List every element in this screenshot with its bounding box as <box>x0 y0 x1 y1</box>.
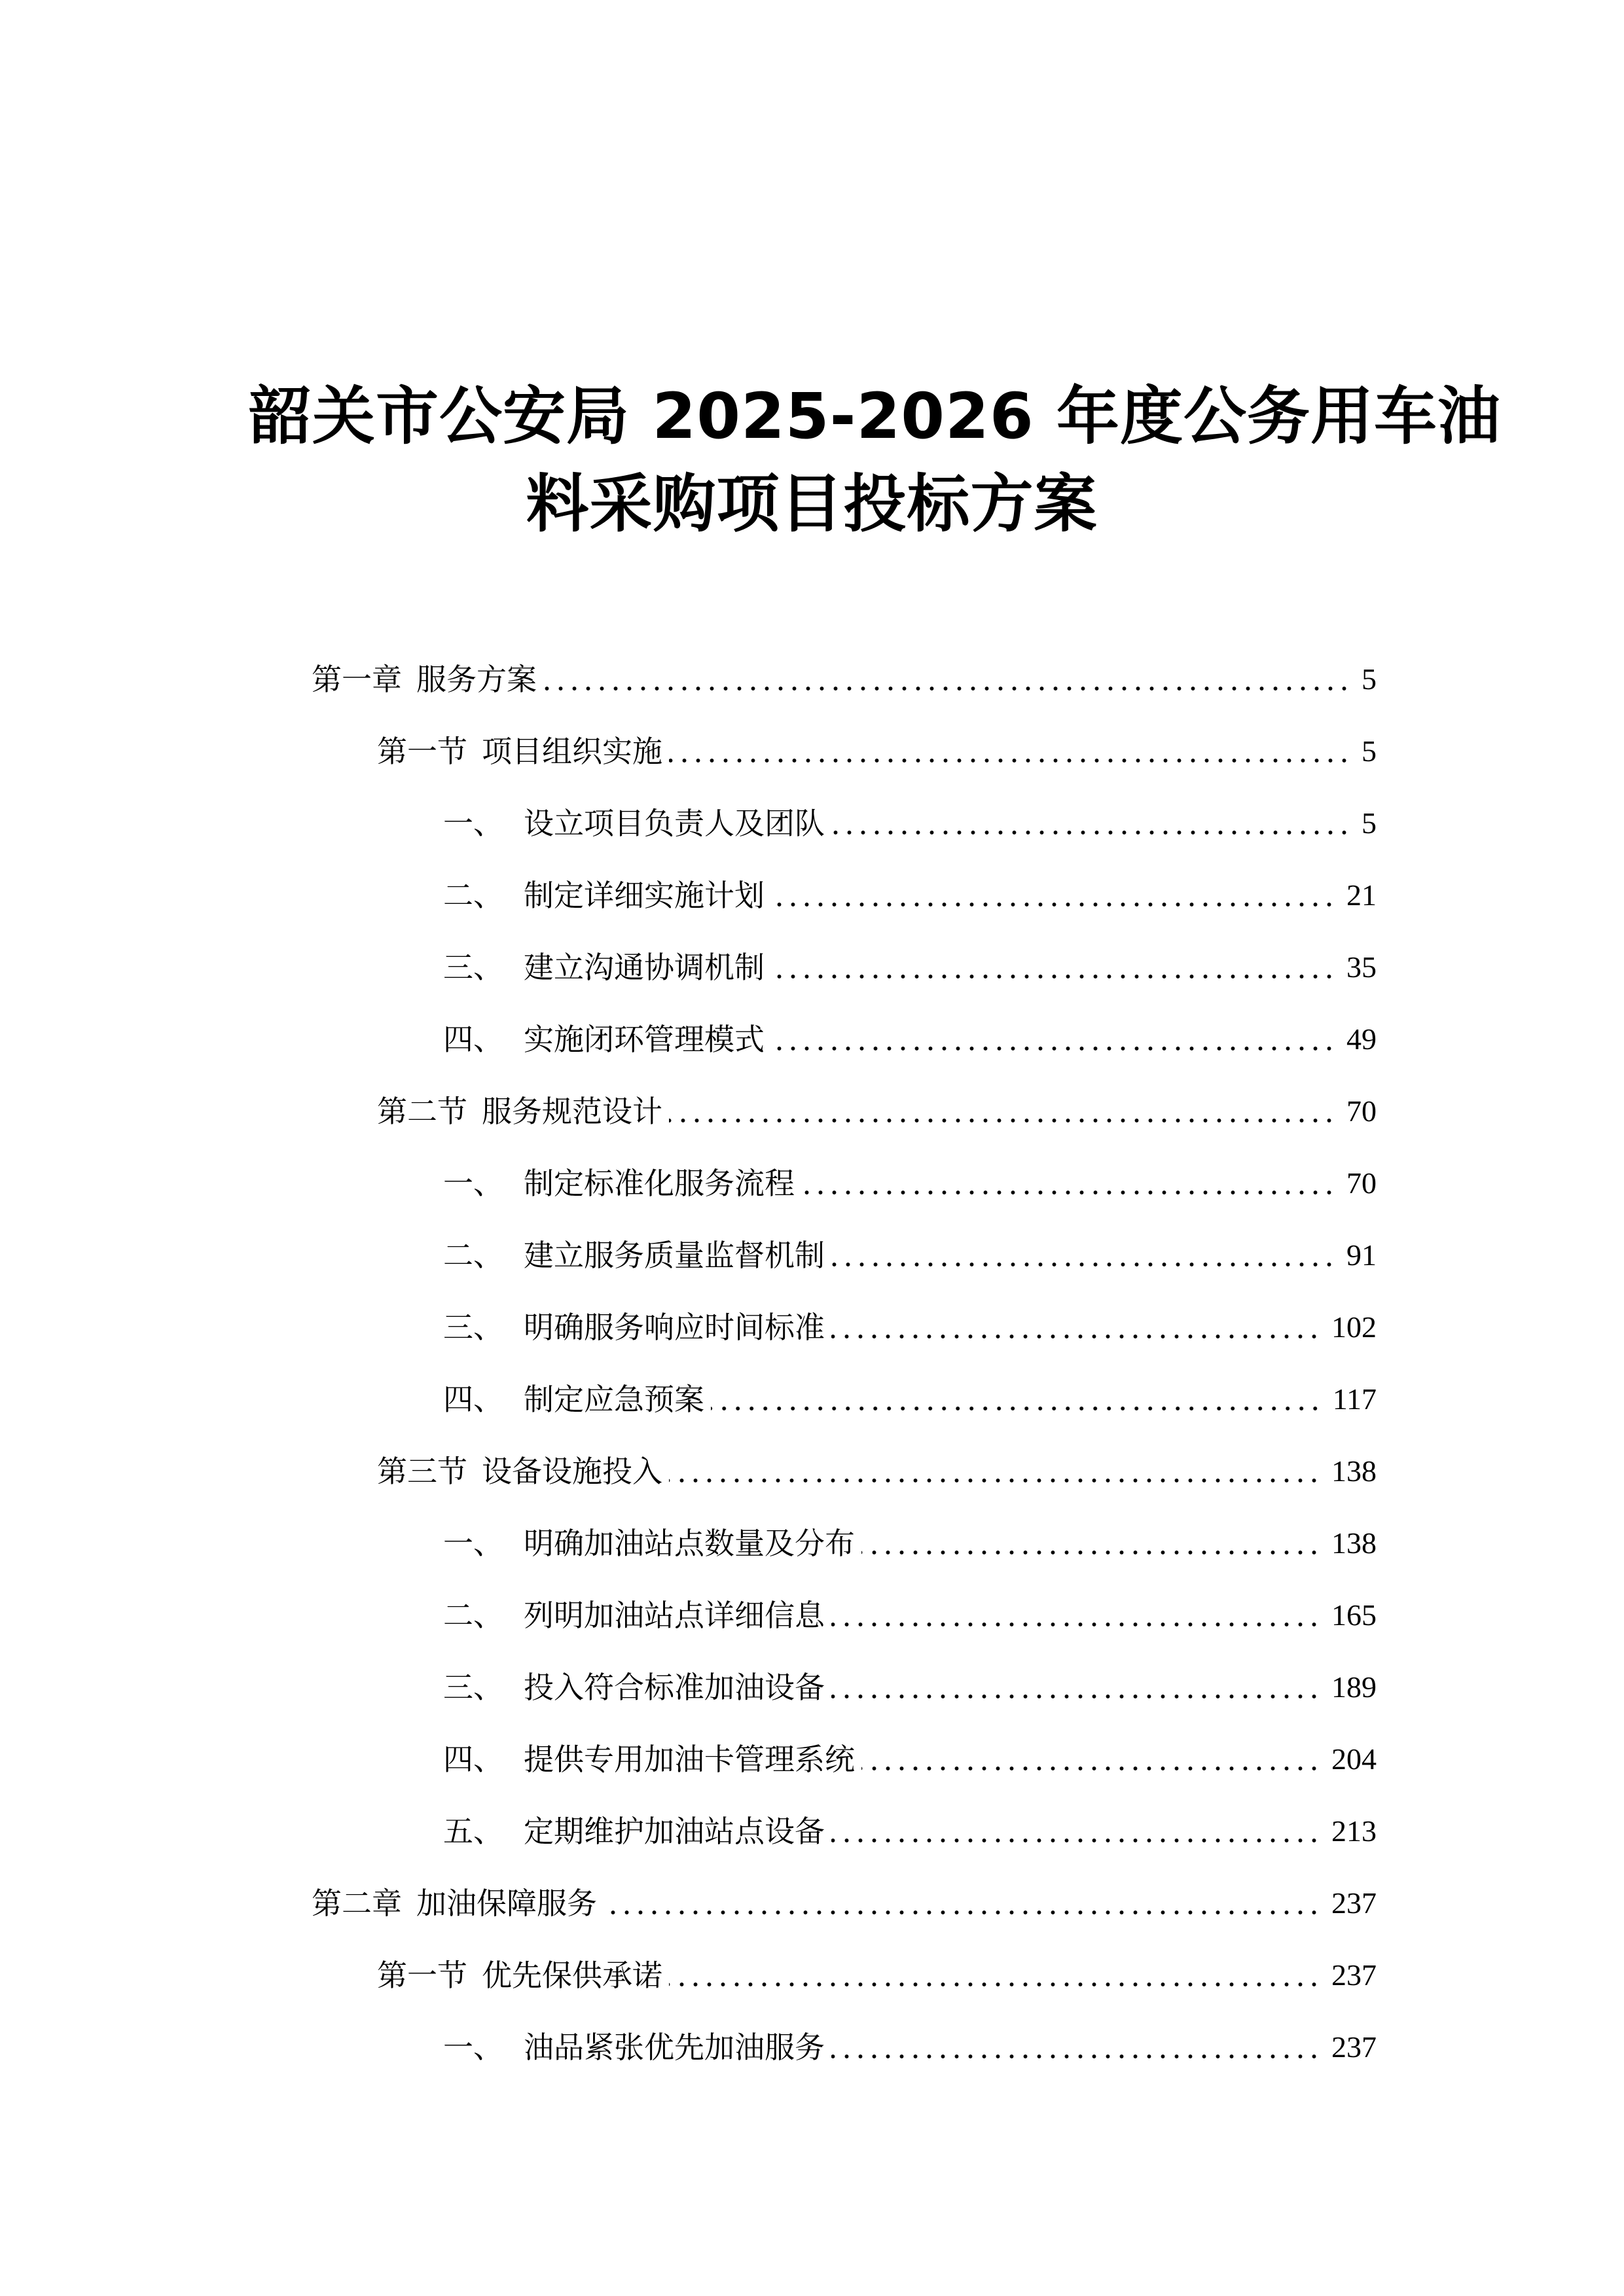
toc-entry-number: 一、 <box>443 1166 503 1201</box>
toc-entry-page: 5 <box>1362 662 1377 696</box>
dot-leader <box>861 1522 1321 1564</box>
toc-entry-page: 213 <box>1331 1814 1377 1848</box>
toc-entry-page: 189 <box>1331 1670 1377 1704</box>
toc-entry-label: 优先保供承诺 <box>482 1958 662 1993</box>
toc-entry-page: 138 <box>1331 1454 1377 1488</box>
dot-leader <box>831 1594 1321 1636</box>
toc-entry-label: 投入符合标准加油设备 <box>524 1670 825 1705</box>
toc-entry-page: 204 <box>1331 1742 1377 1776</box>
toc-entry-number: 一、 <box>443 2030 503 2065</box>
toc-entry-page: 70 <box>1346 1094 1377 1128</box>
title-line-1: 韶关市公安局 2025-2026 年度公务用车油 <box>249 380 1502 454</box>
toc-entry-page: 5 <box>1362 806 1377 840</box>
dot-leader <box>711 1378 1322 1420</box>
toc-entry-item[interactable] <box>443 1368 1377 1420</box>
toc-entry-item[interactable] <box>443 792 1377 844</box>
dot-leader <box>771 946 1336 988</box>
toc-entry-item[interactable] <box>443 1008 1377 1060</box>
toc-entry-label: 提供专用加油卡管理系统 <box>524 1742 855 1777</box>
toc-entry-item[interactable] <box>443 1800 1377 1852</box>
toc-entry-number: 三、 <box>443 950 503 985</box>
toc-entry-section[interactable] <box>377 720 1377 772</box>
toc-entry-label: 实施闭环管理模式 <box>524 1022 765 1057</box>
dot-leader <box>604 1882 1321 1924</box>
toc-entry-page: 117 <box>1332 1382 1377 1416</box>
toc-entry-page: 237 <box>1331 2030 1377 2064</box>
toc-entry-number: 第一章 <box>312 662 402 697</box>
toc-entry-number: 第一节 <box>377 734 467 769</box>
toc-entry-label: 制定标准化服务流程 <box>524 1166 795 1201</box>
toc-entry-number: 第一节 <box>377 1958 467 1993</box>
dot-leader <box>801 1162 1336 1204</box>
toc-entry-page: 138 <box>1331 1526 1377 1560</box>
dot-leader <box>831 1666 1321 1708</box>
toc-entry-label: 项目组织实施 <box>482 734 662 769</box>
toc-entry-number: 第三节 <box>377 1454 467 1489</box>
title-line-2: 料采购项目投标方案 <box>526 467 1098 541</box>
toc-entry-item[interactable] <box>443 1152 1377 1204</box>
toc-entry-number: 二、 <box>443 1238 503 1273</box>
toc-entry-label: 列明加油站点详细信息 <box>524 1598 825 1633</box>
toc-entry-label: 明确加油站点数量及分布 <box>524 1526 855 1561</box>
dot-leader <box>669 1450 1321 1492</box>
toc-entry-page: 165 <box>1331 1598 1377 1632</box>
toc-entry-page: 70 <box>1346 1166 1377 1200</box>
dot-leader <box>861 1738 1321 1780</box>
toc-entry-number: 四、 <box>443 1742 503 1777</box>
toc-entry-label: 制定应急预案 <box>524 1382 704 1417</box>
toc-entry-number: 三、 <box>443 1670 503 1705</box>
toc-entry-item[interactable] <box>443 1512 1377 1564</box>
toc-entry-number: 五、 <box>443 1814 503 1849</box>
toc-entry-label: 服务规范设计 <box>482 1094 662 1129</box>
dot-leader <box>831 802 1351 844</box>
toc-entry-label: 服务方案 <box>416 662 537 697</box>
dot-leader <box>831 1810 1321 1852</box>
dot-leader <box>543 658 1351 700</box>
toc-entry-number: 第二章 <box>312 1886 402 1921</box>
toc-entry-label: 明确服务响应时间标准 <box>524 1310 825 1345</box>
toc-entry-item[interactable] <box>443 936 1377 988</box>
toc-entry-label: 油品紧张优先加油服务 <box>524 2030 825 2065</box>
toc-entry-number: 一、 <box>443 806 503 841</box>
dot-leader <box>771 1018 1336 1060</box>
toc-entry-label: 建立服务质量监督机制 <box>524 1238 825 1273</box>
toc-entry-page: 21 <box>1346 878 1377 912</box>
toc-entry-label: 建立沟通协调机制 <box>524 950 765 985</box>
dot-leader <box>669 730 1351 772</box>
toc-entry-section[interactable] <box>377 1440 1377 1492</box>
toc-entry-chapter[interactable] <box>312 648 1377 700</box>
toc-entry-label: 加油保障服务 <box>416 1886 597 1921</box>
toc-entry-chapter[interactable] <box>312 1872 1377 1924</box>
toc-entry-number: 二、 <box>443 1598 503 1633</box>
dot-leader <box>831 1234 1336 1276</box>
toc-entry-number: 四、 <box>443 1382 503 1417</box>
toc-entry-item[interactable] <box>443 864 1377 916</box>
dot-leader <box>669 1954 1321 1996</box>
toc-entry-number: 第二节 <box>377 1094 467 1129</box>
toc-entry-page: 5 <box>1362 734 1377 768</box>
toc-entry-label: 设立项目负责人及团队 <box>524 806 825 841</box>
dot-leader <box>771 874 1336 916</box>
toc-entry-label: 制定详细实施计划 <box>524 878 765 913</box>
toc-entry-number: 二、 <box>443 878 503 913</box>
toc-entry-page: 91 <box>1346 1238 1377 1272</box>
dot-leader <box>831 2026 1321 2068</box>
toc-entry-label: 定期维护加油站点设备 <box>524 1814 825 1849</box>
dot-leader <box>669 1090 1336 1132</box>
toc-entry-number: 四、 <box>443 1022 503 1057</box>
toc-entry-item[interactable] <box>443 1728 1377 1780</box>
dot-leader <box>831 1306 1321 1348</box>
toc-entry-page: 237 <box>1331 1886 1377 1920</box>
toc-entry-item[interactable] <box>443 1224 1377 1276</box>
toc-entry-page: 35 <box>1346 950 1377 984</box>
toc-entry-item[interactable] <box>443 1584 1377 1636</box>
toc-entry-section[interactable] <box>377 1944 1377 1996</box>
toc-entry-item[interactable] <box>443 2016 1377 2068</box>
toc-entry-number: 三、 <box>443 1310 503 1345</box>
toc-entry-item[interactable] <box>443 1296 1377 1348</box>
toc-entry-page: 102 <box>1331 1310 1377 1344</box>
toc-entry-page: 237 <box>1331 1958 1377 1992</box>
toc-entry-item[interactable] <box>443 1656 1377 1708</box>
toc-entry-section[interactable] <box>377 1080 1377 1132</box>
toc-entry-page: 49 <box>1346 1022 1377 1056</box>
toc-entry-number: 一、 <box>443 1526 503 1561</box>
document-title <box>249 372 1502 548</box>
toc-entry-label: 设备设施投入 <box>482 1454 662 1489</box>
